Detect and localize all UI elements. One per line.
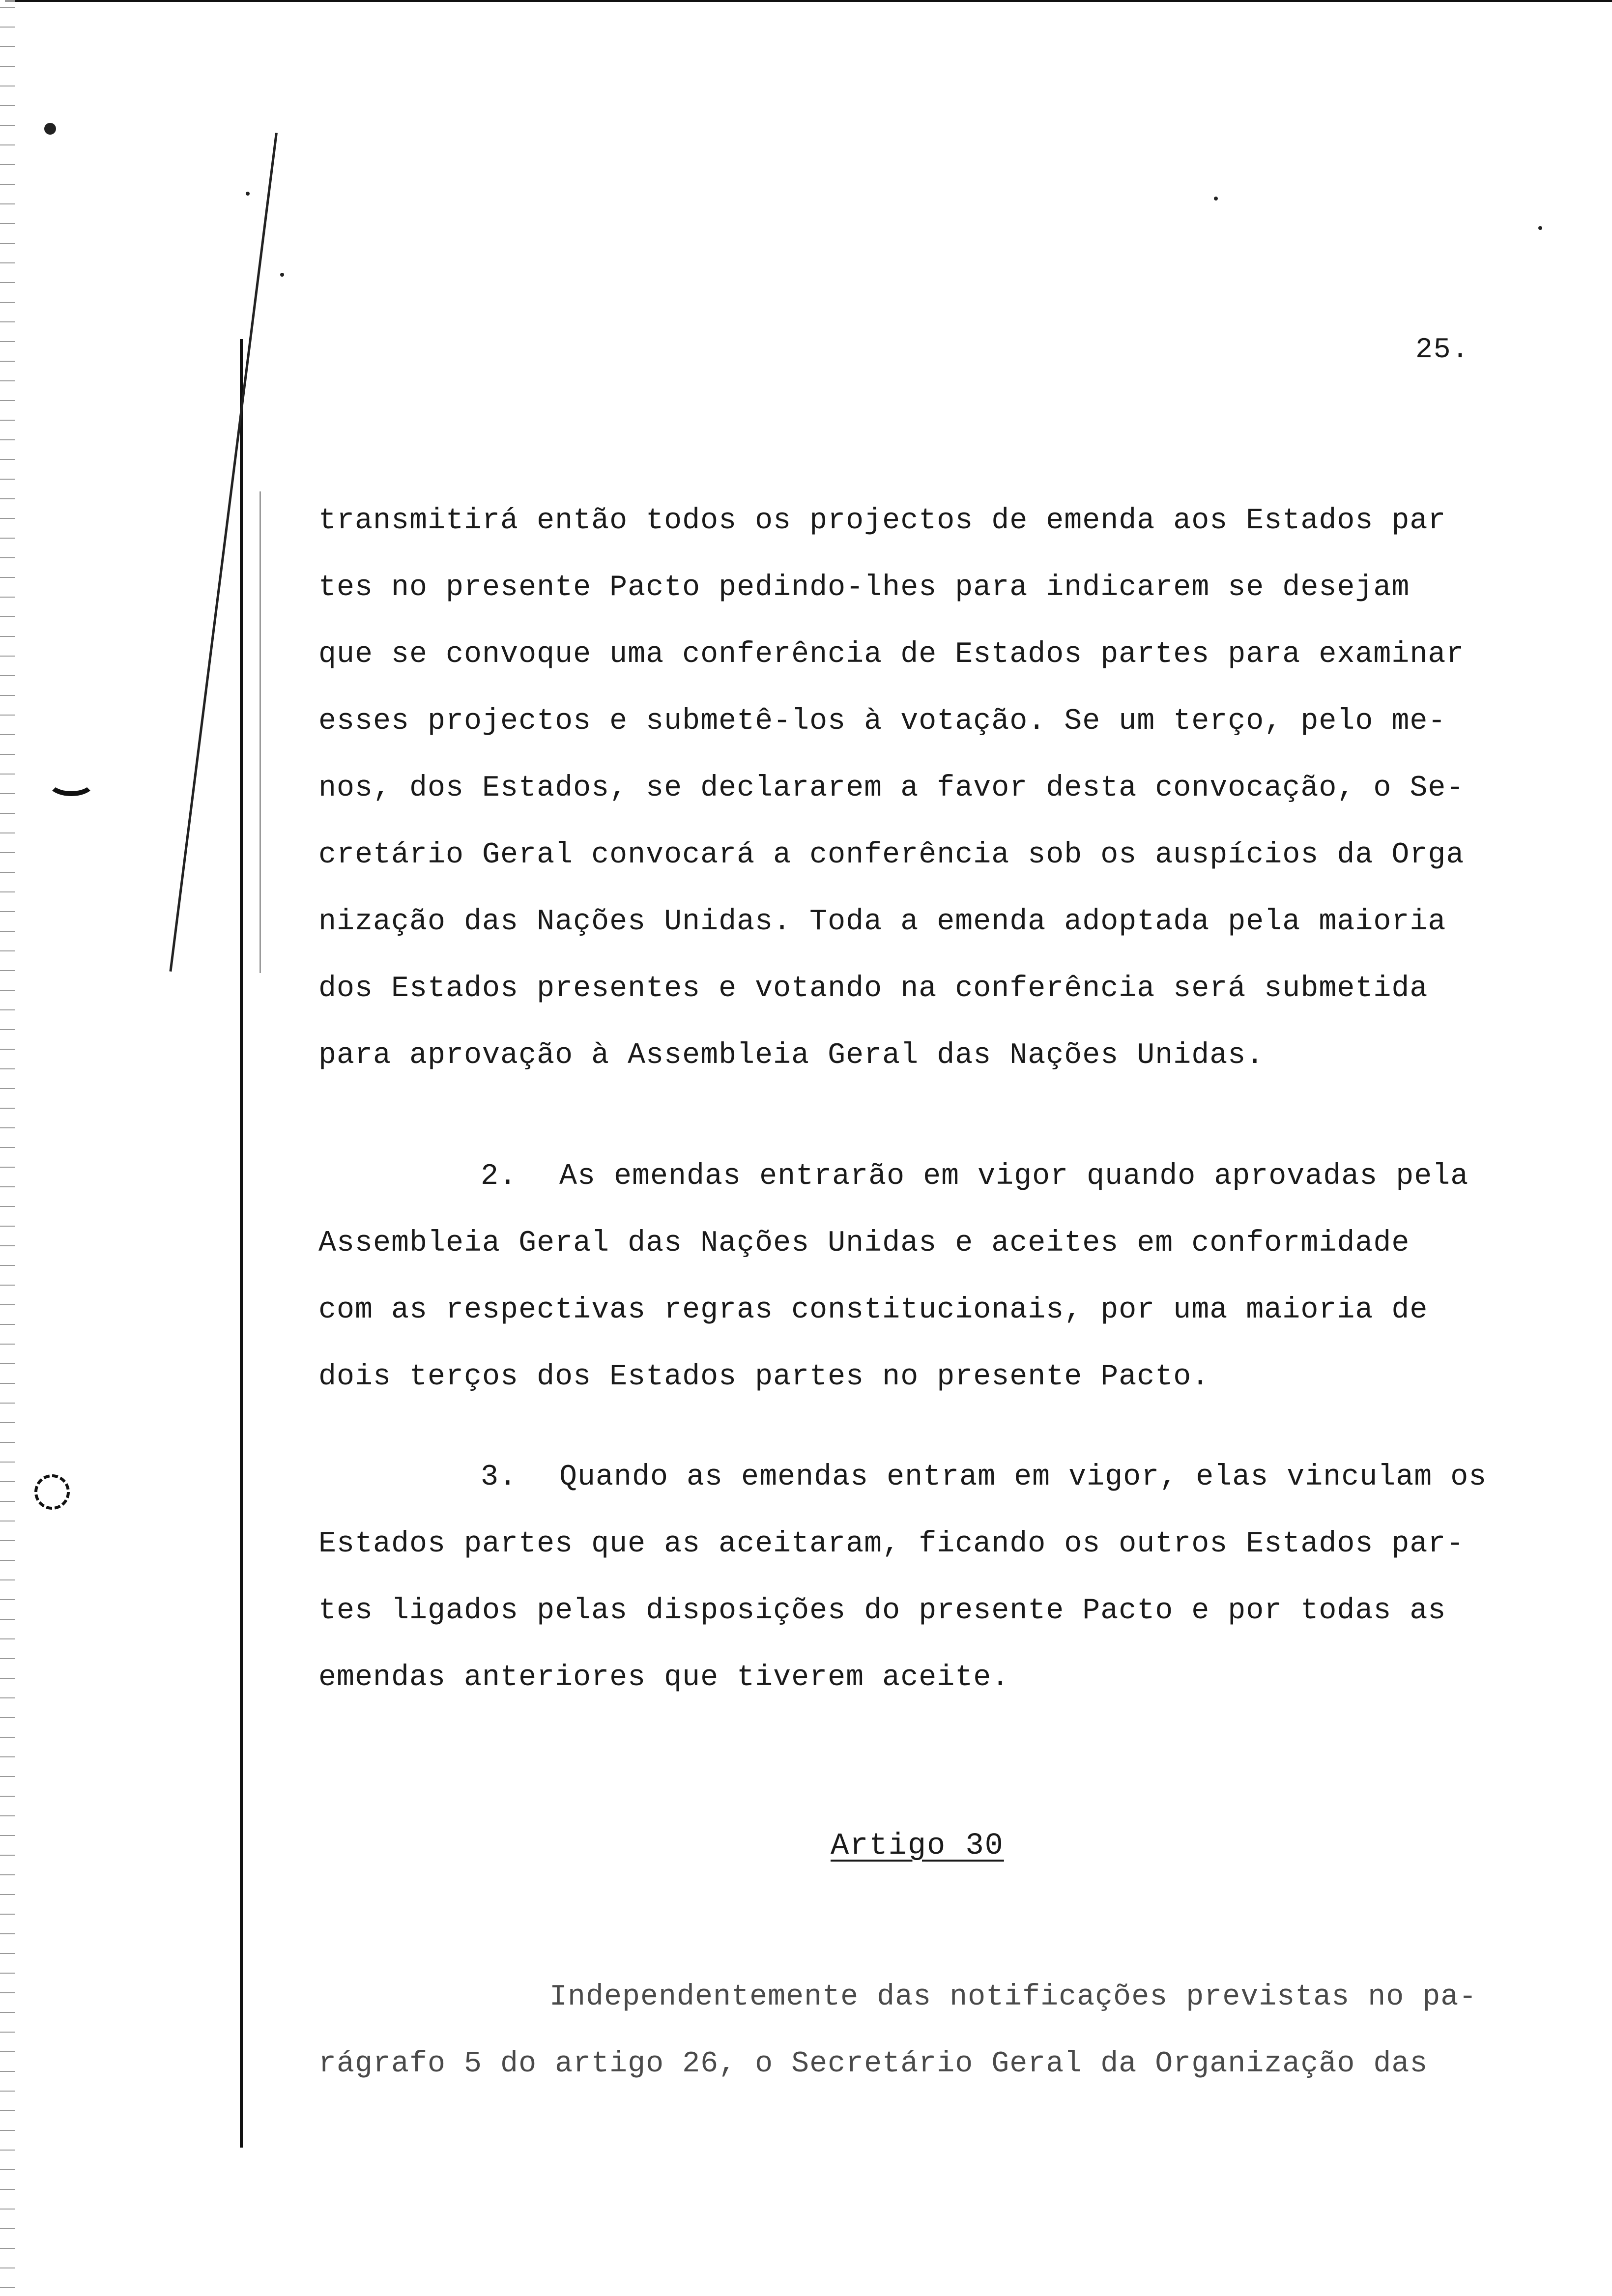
text-line: Assembleia Geral das Nações Unidas e aceites em conformidade [318, 1227, 1410, 1260]
punch-hole-mark-lower [34, 1474, 70, 1510]
text-line: tes no presente Pacto pedindo-lhes para indicarem se desejam [318, 571, 1410, 604]
speck [246, 192, 250, 196]
text-line: rágrafo 5 do artigo 26, o Secretário Geral da Organização das [318, 2047, 1428, 2081]
text-line: esses projectos e submetê-los à votação. Se um terço, pelo me- [318, 705, 1446, 738]
text-line: Independentemente das notificações previstas no pa- [549, 1980, 1477, 2014]
binding-edge [0, 0, 15, 2296]
text-line: cretário Geral convocará a conferência sob os auspícios da Orga [318, 838, 1465, 872]
text-line: Quando as emendas entram em vigor, elas vinculam os [559, 1461, 1487, 1494]
page-number: 25. [1415, 334, 1470, 366]
ink-blot [44, 123, 56, 135]
text-line: As emendas entrarão em vigor quando aprovadas pela [559, 1160, 1469, 1193]
paragraph-2 [318, 1143, 1596, 1410]
speck [1538, 226, 1542, 230]
continuation-paragraph [318, 488, 1596, 1089]
margin-pencil-marks [259, 491, 261, 973]
text-line: que se convoque uma conferência de Estados partes para examinar [318, 638, 1465, 671]
text-line: transmitirá então todos os projectos de emenda aos Estados par [318, 504, 1446, 538]
text-line: Estados partes que as aceitaram, ficando os outros Estados par- [318, 1527, 1465, 1561]
paragraph-3 [318, 1444, 1596, 1711]
text-line: dos Estados presentes e votando na conferência será submetida [318, 972, 1428, 1005]
text-line: tes ligados pelas disposições do presente Pacto e por todas as [318, 1594, 1446, 1628]
text-line: emendas anteriores que tiverem aceite. [318, 1661, 1010, 1694]
paragraph-number: 2. [481, 1160, 518, 1193]
punch-hole-mark-upper [47, 767, 96, 796]
speck [1214, 197, 1218, 201]
text-line: nos, dos Estados, se declararem a favor desta convocação, o Se- [318, 772, 1465, 805]
top-edge-rule [5, 0, 1612, 2]
margin-vertical-rule [240, 339, 243, 2148]
text-line: com as respectivas regras constitucionais, por uma maioria de [318, 1293, 1428, 1327]
speck [280, 273, 284, 277]
margin-slanted-pen-line [169, 133, 278, 972]
text-line: nização das Nações Unidas. Toda a emenda adoptada pela maioria [318, 905, 1446, 939]
article-heading: Artigo 30 [831, 1828, 1004, 1863]
article-30-paragraph [318, 1964, 1596, 2097]
paragraph-number: 3. [481, 1461, 518, 1494]
text-line: dois terços dos Estados partes no presente Pacto. [318, 1360, 1210, 1394]
text-line: para aprovação à Assembleia Geral das Nações Unidas. [318, 1039, 1265, 1072]
